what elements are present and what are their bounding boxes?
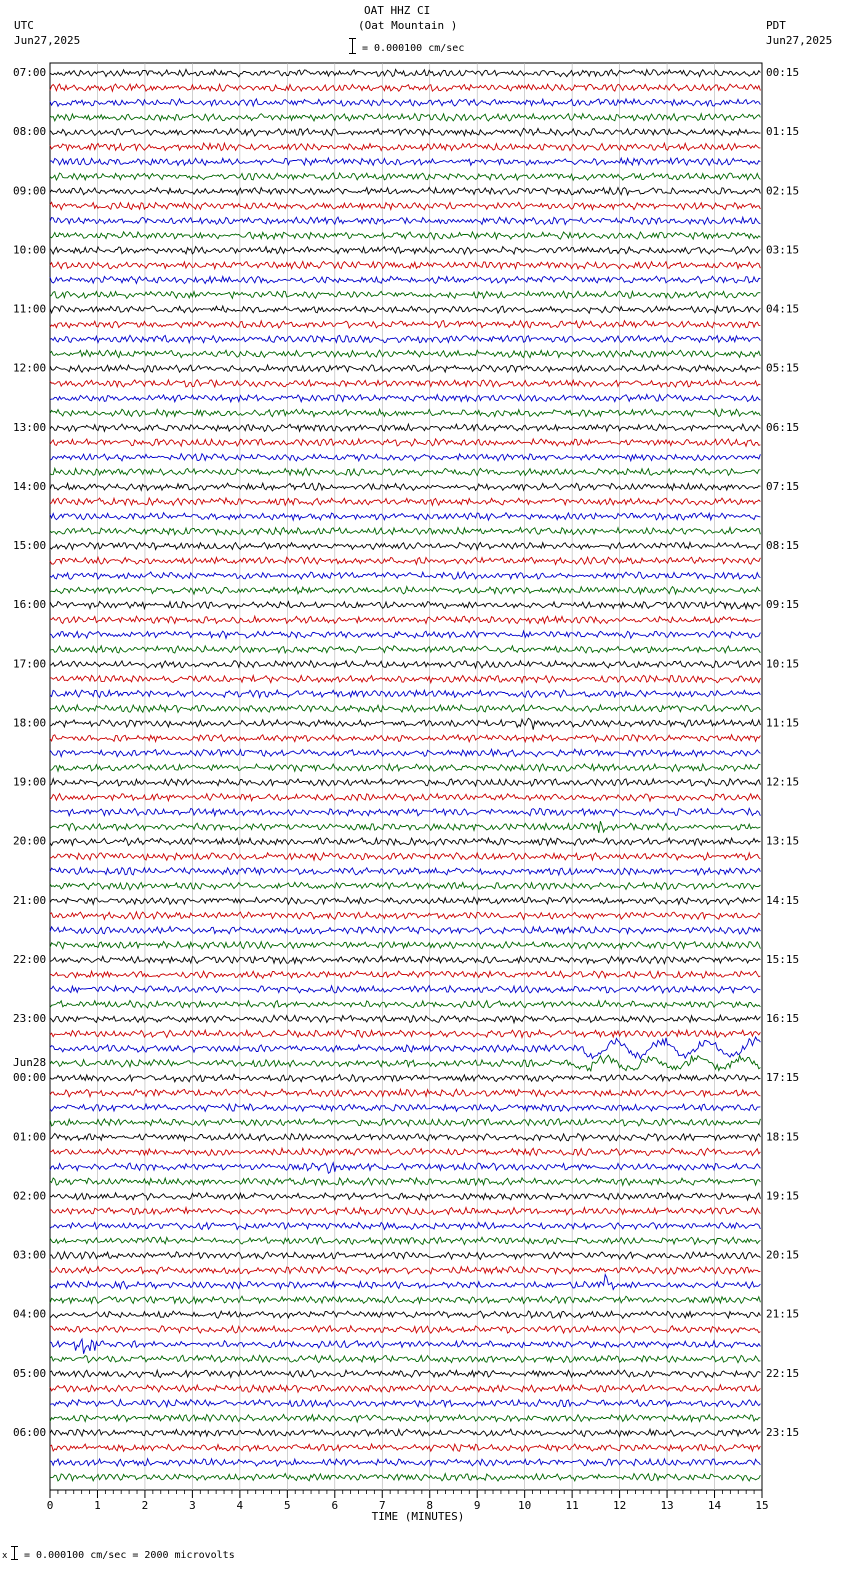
pdt-hour-label: 03:15 [766, 243, 800, 257]
utc-hour-label: 03:00 [13, 1248, 47, 1262]
trace-line [50, 498, 760, 505]
trace-line [50, 735, 760, 742]
pdt-hour-label: 10:15 [766, 657, 800, 671]
utc-hour-label: 04:00 [13, 1307, 47, 1321]
x-tick-label: 6 [331, 1499, 339, 1512]
x-tick-label: 2 [141, 1499, 149, 1512]
trace-line [50, 513, 760, 521]
trace-line [50, 1119, 760, 1126]
x-tick-label: 1 [94, 1499, 101, 1512]
trace-line [50, 779, 760, 786]
pdt-hour-label: 19:15 [766, 1189, 800, 1203]
right-date: Jun27,2025 [766, 34, 833, 47]
utc-hour-label: 20:00 [13, 834, 47, 848]
x-tick-label: 9 [473, 1499, 481, 1512]
trace-line [50, 365, 760, 372]
trace-line [50, 1037, 760, 1059]
pdt-hour-label: 00:15 [766, 66, 800, 79]
x-tick-label: 8 [426, 1499, 434, 1512]
trace-line [50, 1030, 760, 1037]
utc-hour-label: 14:00 [13, 479, 47, 493]
trace-line [50, 646, 760, 653]
left-date: Jun27,2025 [14, 34, 81, 47]
trace-line [50, 1459, 760, 1466]
trace-line [50, 956, 760, 963]
trace-line [50, 1414, 760, 1422]
x-tick-label: 13 [660, 1499, 674, 1512]
trace-line [50, 868, 760, 875]
utc-hour-label: 05:00 [13, 1366, 47, 1380]
trace-line [50, 1237, 760, 1244]
pdt-hour-label: 21:15 [766, 1307, 800, 1321]
trace-line [50, 838, 760, 846]
x-tick-label: 5 [284, 1499, 291, 1512]
left-timezone: UTC [14, 19, 34, 32]
trace-line [50, 749, 760, 757]
trace-line [50, 1444, 760, 1451]
trace-line [50, 247, 760, 255]
trace-line [50, 321, 760, 328]
trace-line [50, 808, 760, 815]
pdt-hour-label: 12:15 [766, 775, 800, 789]
trace-line [50, 897, 760, 904]
trace-line [50, 528, 760, 535]
trace-line [50, 587, 760, 595]
utc-hour-label: 09:00 [13, 184, 47, 198]
x-tick-label: 0 [46, 1499, 54, 1512]
footer-marker-icon: x [2, 1551, 8, 1561]
pdt-hour-label: 17:15 [766, 1071, 800, 1085]
pdt-hour-label: 23:15 [766, 1425, 800, 1439]
utc-hour-label: 18:00 [13, 716, 47, 730]
trace-line [50, 690, 760, 698]
utc-hour-label: 19:00 [13, 775, 47, 789]
trace-line [50, 557, 760, 564]
trace-line [50, 468, 760, 475]
trace-line [50, 1178, 760, 1185]
trace-line [50, 1001, 760, 1008]
trace-line [50, 942, 760, 949]
trace-line [50, 1474, 760, 1482]
trace-line [50, 927, 760, 935]
pdt-hour-label: 08:15 [766, 539, 800, 552]
utc-hour-label: 10:00 [13, 243, 47, 257]
utc-hour-label: 06:00 [13, 1425, 47, 1439]
utc-hour-label: 07:00 [13, 66, 47, 79]
trace-line [50, 128, 760, 136]
x-tick-label: 11 [565, 1499, 579, 1512]
footer-scale-note: = 0.000100 cm/sec = 2000 microvolts [24, 1550, 235, 1561]
trace-line [50, 1089, 760, 1097]
utc-hour-label: 15:00 [13, 539, 47, 552]
pdt-hour-label: 20:15 [766, 1248, 800, 1262]
x-tick-label: 15 [755, 1499, 769, 1512]
trace-line [50, 1370, 760, 1377]
trace-line [50, 114, 760, 121]
trace-line [50, 572, 760, 579]
footer-scale-cap-bottom [11, 1559, 18, 1560]
trace-line [50, 1252, 760, 1260]
trace-line [50, 705, 760, 712]
trace-line [50, 380, 760, 387]
trace-line [50, 188, 760, 195]
pdt-hour-label: 14:15 [766, 893, 800, 907]
trace-line [50, 1311, 760, 1318]
trace-line [50, 202, 760, 209]
trace-line [50, 601, 760, 608]
pdt-hour-label: 02:15 [766, 184, 800, 198]
x-tick-label: 12 [612, 1499, 627, 1512]
trace-line [50, 483, 760, 490]
trace-line [50, 1015, 760, 1023]
station-location: (Oat Mountain ) [358, 19, 458, 32]
trace-line [50, 1074, 760, 1081]
trace-line [50, 1223, 760, 1230]
pdt-hour-label: 01:15 [766, 125, 800, 139]
trace-line [50, 1208, 760, 1215]
trace-line [50, 291, 760, 298]
right-timezone: PDT [766, 19, 786, 32]
trace-line [50, 276, 760, 283]
trace-line [50, 217, 760, 224]
trace-line [50, 454, 760, 461]
pdt-hour-label: 22:15 [766, 1366, 800, 1380]
trace-line [50, 395, 760, 402]
pdt-hour-label: 06:15 [766, 420, 800, 434]
utc-hour-label: 22:00 [13, 952, 47, 966]
pdt-hour-label: 18:15 [766, 1130, 800, 1144]
trace-line [50, 986, 760, 993]
trace-line [50, 794, 760, 801]
trace-line [50, 1385, 760, 1393]
pdt-hour-label: 11:15 [766, 716, 800, 730]
x-tick-label: 3 [189, 1499, 196, 1512]
pdt-hour-label: 15:15 [766, 952, 800, 966]
utc-hour-label: 12:00 [13, 361, 47, 375]
trace-line [50, 764, 760, 771]
trace-line [50, 542, 760, 549]
pdt-hour-label: 16:15 [766, 1012, 800, 1025]
pdt-hour-label: 13:15 [766, 834, 800, 848]
x-tick-label: 4 [236, 1499, 244, 1512]
trace-line [50, 631, 760, 638]
trace-line [50, 718, 760, 729]
trace-line [50, 1104, 760, 1111]
trace-line [50, 1134, 760, 1141]
trace-line [50, 69, 760, 76]
trace-line [50, 99, 760, 106]
footer-scale-cap-top [11, 1546, 18, 1547]
trace-line [50, 173, 760, 180]
pdt-hour-label: 09:15 [766, 598, 800, 612]
x-tick-label: 10 [518, 1499, 532, 1512]
trace-line [50, 439, 760, 446]
trace-line [50, 84, 760, 91]
utc-hour-label: 13:00 [13, 420, 47, 434]
pdt-hour-label: 04:15 [766, 302, 800, 316]
utc-hour-label: 17:00 [13, 657, 47, 671]
trace-line [50, 616, 760, 623]
trace-line [50, 1429, 760, 1436]
footer-scale-icon [14, 1546, 15, 1560]
utc-hour-label: 00:00 [13, 1071, 47, 1085]
utc-hour-label: 11:00 [13, 302, 47, 316]
trace-line [50, 1400, 760, 1407]
station-title: OAT HHZ CI [364, 4, 431, 17]
trace-line [50, 1296, 760, 1303]
trace-line [50, 424, 760, 431]
trace-line [50, 335, 760, 343]
x-tick-label: 14 [707, 1499, 722, 1512]
utc-hour-label: 23:00 [13, 1012, 47, 1025]
trace-line [50, 1055, 760, 1071]
trace-line [50, 1355, 760, 1362]
trace-line [50, 661, 760, 668]
trace-line [50, 232, 760, 240]
utc-hour-label: 01:00 [13, 1130, 47, 1144]
utc-hour-label: 21:00 [13, 893, 47, 907]
trace-line [50, 143, 760, 151]
trace-line [50, 1267, 760, 1274]
utc-hour-label: 02:00 [13, 1189, 47, 1203]
trace-line [50, 1193, 760, 1200]
trace-line [50, 306, 760, 313]
pdt-hour-label: 07:15 [766, 479, 800, 493]
scale-label: = 0.000100 cm/sec [362, 43, 465, 54]
trace-line [50, 675, 760, 682]
trace-line [50, 971, 760, 978]
trace-line [50, 409, 760, 417]
trace-line [50, 1326, 760, 1334]
trace-line [50, 1163, 760, 1174]
trace-line [50, 821, 760, 833]
pdt-hour-label: 05:15 [766, 361, 800, 375]
utc-hour-label: 08:00 [13, 125, 47, 139]
trace-line [50, 261, 760, 269]
utc-hour-label: 16:00 [13, 598, 47, 612]
x-tick-label: 7 [378, 1499, 386, 1512]
date-change-label: Jun28 [13, 1056, 47, 1070]
trace-line [50, 912, 760, 920]
trace-line [50, 1148, 760, 1155]
trace-line [50, 1275, 760, 1290]
trace-line [50, 882, 760, 889]
x-axis-label: TIME (MINUTES) [371, 1510, 465, 1523]
trace-line [50, 1339, 760, 1354]
trace-line [50, 158, 760, 165]
trace-line [50, 853, 760, 860]
trace-line [50, 350, 760, 357]
